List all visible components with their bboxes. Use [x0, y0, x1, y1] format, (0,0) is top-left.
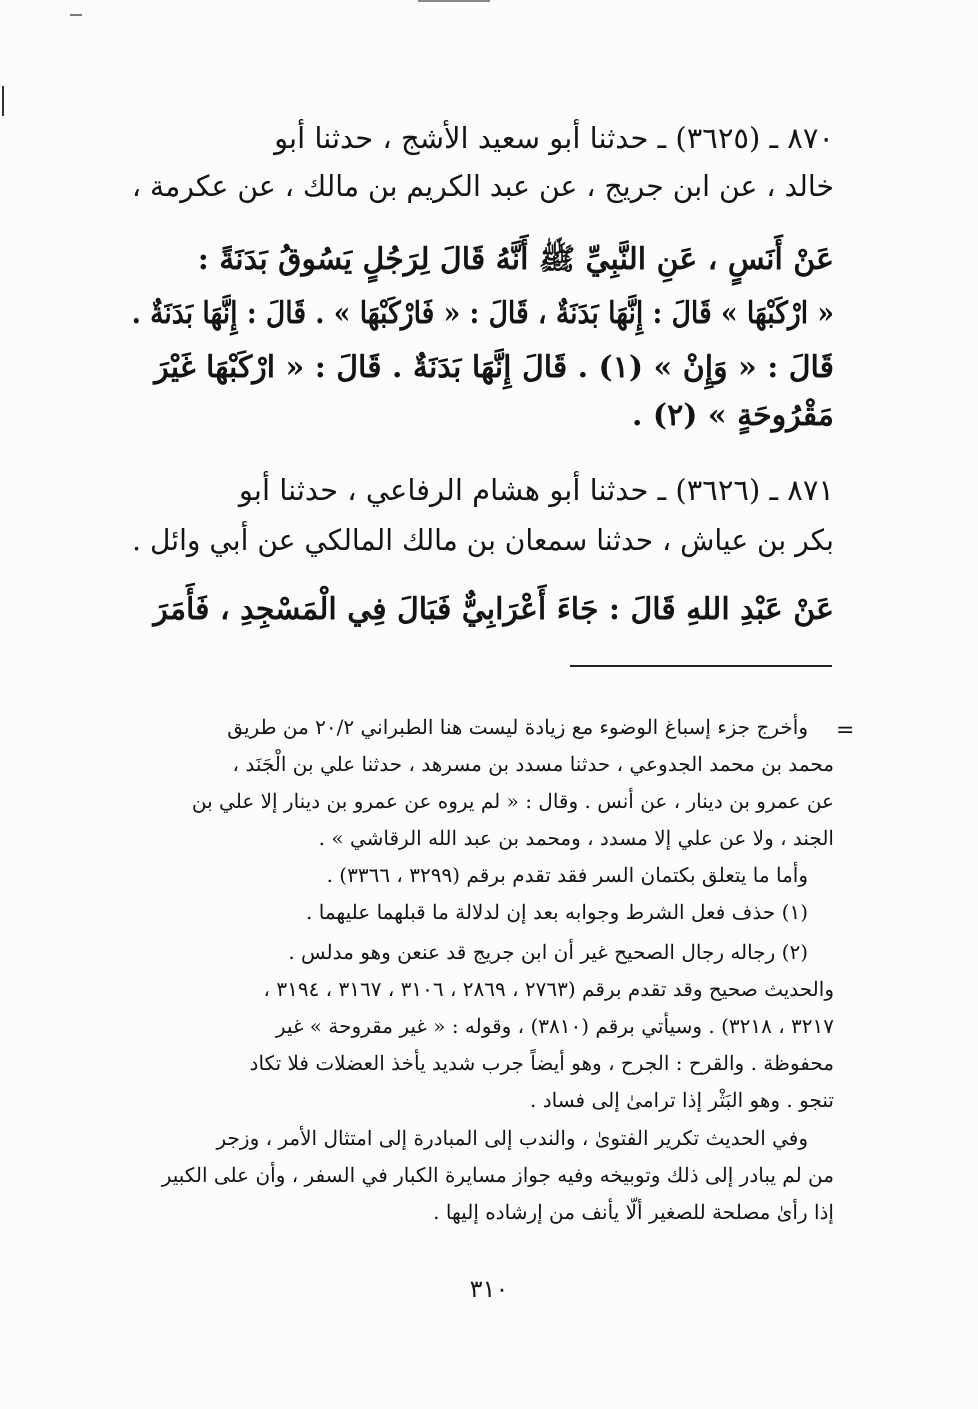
footnote-line: محفوظة . والقرح : الجرح ، وهو أيضاً جرب شديد يأخذ العضلات فلا تكاد	[249, 1051, 834, 1075]
footnote-line: ٣٢١٧ ، ٣٢١٨) . وسيأتي برقم (٣٨١٠) ، وقوله : « غير مقروحة » غير	[275, 1014, 834, 1038]
footnote-line: عن عمرو بن دينار ، عن أنس . وقال : « لم يروه عن عمرو بن دينار إلا علي بن	[191, 789, 834, 813]
continuation-mark: =	[836, 718, 855, 743]
footnote-line: تنجو . وهو البَثْر إذا ترامىٰ إلى فساد .	[530, 1088, 834, 1112]
page-number: ٣١٠	[469, 1275, 509, 1303]
hadith-870-text-line: قَالَ : « وَإِنْ » (١) . قَالَ إِنَّهَا بَدَنَةٌ . قَالَ : « ارْكَبْهَا غَيْرَ	[154, 350, 834, 385]
footnote-1: (١) حذف فعل الشرط وجوابه بعد إن لدلالة ما قبلهما عليهما .	[306, 900, 808, 924]
hadith-870-line: ٨٧٠ ـ (٣٦٢٥) ـ حدثنا أبو سعيد الأشج ، حدثنا أبو	[274, 121, 834, 155]
hadith-870-text-line: مَقْرُوحَةٍ » (٢) .	[632, 398, 834, 433]
footnote-line: وأما ما يتعلق بكتمان السر فقد تقدم برقم (٣٢٩٩ ، ٣٣٦٦) .	[326, 863, 808, 887]
footnote-2: (٢) رجاله رجال الصحيح غير أن ابن جريج قد عنعن وهو مدلس .	[288, 940, 808, 964]
scan-edge-mark	[418, 0, 490, 2]
hadith-871-text-line: عَنْ عَبْدِ اللهِ قَالَ : جَاءَ أَعْرَابِيٌّ فَبَالَ فِي الْمَسْجِدِ ، فَأَمَرَ	[153, 592, 834, 627]
footnote-line: الجند ، ولا عن علي إلا مسدد ، ومحمد بن عبد الله الرقاشي » .	[318, 826, 834, 850]
footnote-line: إذا رأىٰ مصلحة للصغير ألّا يأنف من إرشاده إليها .	[433, 1200, 834, 1224]
hadith-871-line: بكر بن عياش ، حدثنا سمعان بن مالك المالكي عن أبي وائل .	[132, 523, 835, 557]
footnote-line: والحديث صحيح وقد تقدم برقم (٢٧٦٣ ، ٢٨٦٩ ، ٣١٠٦ ، ٣١٦٧ ، ٣١٩٤ ،	[263, 977, 834, 1001]
footnote-line: من لم يبادر إلى ذلك وتوبيخه وفيه جواز مسايرة الكبار في السفر ، وأن على الكبير	[161, 1163, 834, 1187]
footnote-divider	[570, 665, 832, 667]
scan-edge-mark	[70, 14, 82, 16]
scan-edge-mark	[2, 86, 4, 116]
footnote-line: محمد بن محمد الجدوعي ، حدثنا مسدد بن مسرهد ، حدثنا علي بن الْجَنَد ،	[232, 752, 834, 776]
hadith-870-line: خالد ، عن ابن جريج ، عن عبد الكريم بن مالك ، عن عكرمة ،	[131, 169, 834, 203]
footnote-line: وأخرج جزء إسباغ الوضوء مع زيادة ليست هنا الطبراني ٢٠/٢ من طريق	[227, 715, 808, 739]
hadith-871-line: ٨٧١ ـ (٣٦٢٦) ـ حدثنا أبو هشام الرفاعي ، حدثنا أبو	[238, 473, 834, 507]
hadith-870-text-line: عَنْ أَنَسٍ ، عَنِ النَّبِيِّ ﷺ أَنَّهُ قَالَ لِرَجُلٍ يَسُوقُ بَدَنَةً :	[197, 242, 834, 277]
hadith-870-text-line: « ارْكَبْهَا » قَالَ : إِنَّهَا بَدَنَةٌ ، قَالَ : « فَارْكَبْهَا » . قَالَ : إِنَّهَا بَدَنَةٌ .	[131, 296, 834, 331]
footnote-line: وفي الحديث تكرير الفتوىٰ ، والندب إلى المبادرة إلى امتثال الأمر ، وزجر	[216, 1126, 808, 1150]
